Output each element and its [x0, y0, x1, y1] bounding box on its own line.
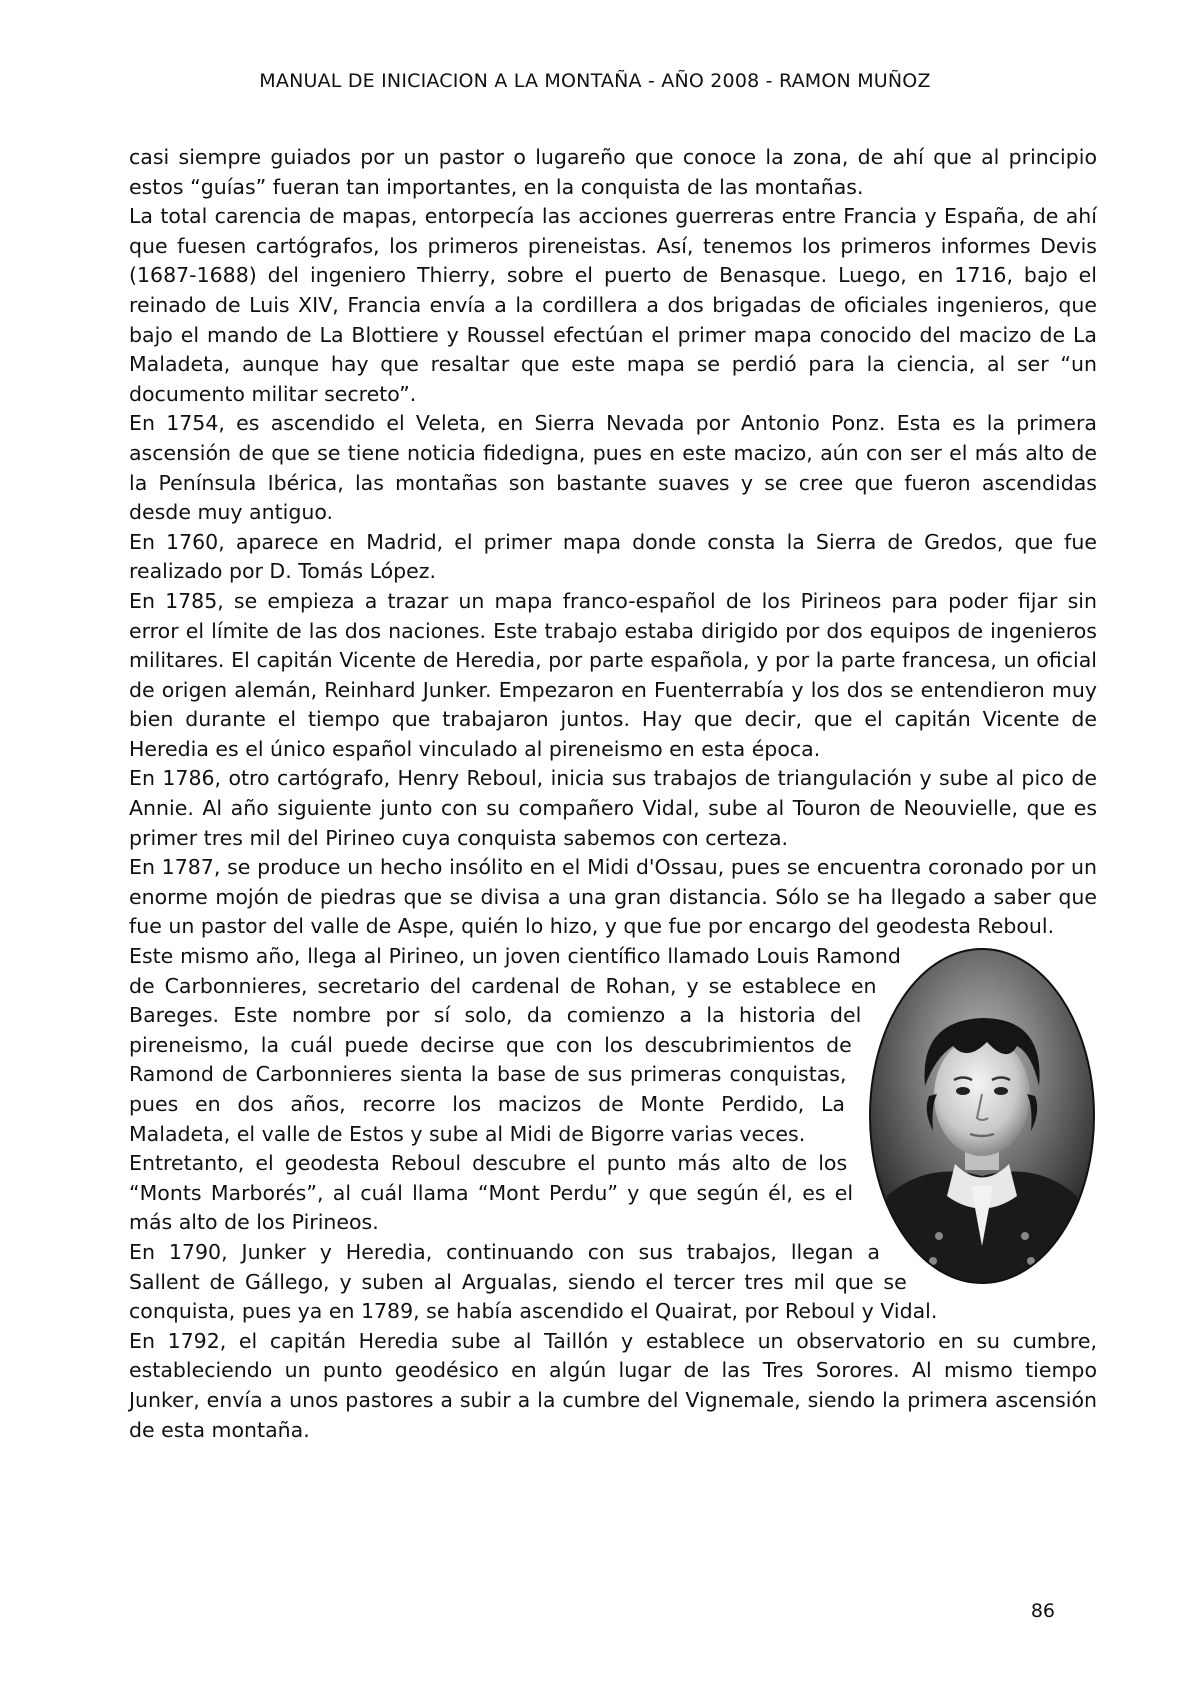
- paragraph: En 1790, Junker y Heredia, continuando con sus trabajos, llegan a Sallent de Gállego, y suben al Argualas, siendo el tercer tres mil que se conquista, pues ya en 1789, se había ascendido el Quairat, por Reboul y Vidal.: [129, 1239, 938, 1324]
- paragraph: casi siempre guiados por un pastor o lugareño que conoce la zona, de ahí que al principio estos “guías” fueran tan importantes, en la conquista de las montañas.: [129, 145, 1097, 199]
- paragraph: En 1792, el capitán Heredia sube al Taillón y establece un observatorio en su cumbre, estableciendo un punto geodésico en algún lugar de las Tres Sorores. Al mismo tiempo Junker, envía a unos pastores a subir a la cumbre del Vignemale, siendo la primera ascensión de esta montaña.: [129, 1328, 1097, 1442]
- paragraph: En 1787, se produce un hecho insólito en el Midi d'Ossau, pues se encuentra coronado por un enorme mojón de piedras que se divisa a una gran distancia. Sólo se ha llegado a saber que fue un pastor del valle de Aspe, quién lo hizo, y que fue por encargo del geodesta Reboul.: [129, 855, 1097, 939]
- document-body: [129, 143, 1097, 1445]
- paragraph: Entretanto, el geodesta Reboul descubre el punto más alto de los “Monts Marborés”, al cuál llama “Mont Perdu” y que según él, es el más alto de los Pirineos.: [129, 1151, 854, 1235]
- paragraph: La total carencia de mapas, entorpecía las acciones guerreras entre Francia y España, de ahí que fuesen cartógrafos, los primeros pireneistas. Así, tenemos los primeros informes Devis (1687-1688) del ingeniero Thierry, sobre el puerto de Benasque. Luego, en 1716, bajo el reinado de Luis XIV, Francia envía a la cordillera a dos brigadas de oficiales ingenieros, que bajo el mando de La Blottiere y Roussel efectúan el primer mapa conocido del macizo de La Maladeta, aunque hay que resaltar que este mapa se perdió para la ciencia, al ser “un documento militar secreto”.: [129, 204, 1097, 406]
- paragraph: En 1754, es ascendido el Veleta, en Sierra Nevada por Antonio Ponz. Esta es la primera ascensión de que se tiene noticia fidedigna, pues en este macizo, aún con ser el más alto de la Península Ibérica, las montañas son bastante suaves y se cree que fueron ascendidas desde muy antiguo.: [129, 411, 1097, 525]
- oval-portrait-icon: [867, 946, 1097, 1286]
- page-header: MANUAL DE INICIACION A LA MONTAÑA - AÑO 2008 - RAMON MUÑOZ: [259, 70, 931, 92]
- paragraph: En 1786, otro cartógrafo, Henry Reboul, inicia sus trabajos de triangulación y sube al pico de Annie. Al año siguiente junto con su compañero Vidal, sube al Touron de Neouvielle, que es primer tres mil del Pirineo cuya conquista sabemos con certeza.: [129, 766, 1097, 850]
- paragraph: Este mismo año, llega al Pirineo, un joven científico llamado Louis Ramond de Carbonnieres, secretario del cardenal de Rohan, y se establece en Bareges. Este nombre por sí solo, da comienzo a la historia del pireneismo, la cuál puede decirse que con los descubrimientos de Ramond de Carbonnieres sienta la base de sus primeras conquistas, pues en dos años, recorre los macizos de Monte Perdido, La Maladeta, el valle de Estos y sube al Midi de Bigorre varias veces.: [129, 944, 901, 1146]
- paragraph: En 1760, aparece en Madrid, el primer mapa donde consta la Sierra de Gredos, que fue realizado por D. Tomás López.: [129, 529, 1097, 584]
- paragraph: En 1785, se empieza a trazar un mapa franco-español de los Pirineos para poder fijar sin error el límite de las dos naciones. Este trabajo estaba dirigido por dos equipos de ingenieros militares. El capitán Vicente de Heredia, por parte española, y por la parte francesa, un oficial de origen alemán, Reinhard Junker. Empezaron en Fuenterrabía y los dos se entendieron muy bien durante el tiempo que trabajaron juntos. Hay que decir, que el capitán Vicente de Heredia es el único español vinculado al pireneismo en esta época.: [129, 588, 1097, 761]
- portrait-ramond-image: [867, 946, 1097, 1286]
- page-number: 86: [1030, 1600, 1055, 1622]
